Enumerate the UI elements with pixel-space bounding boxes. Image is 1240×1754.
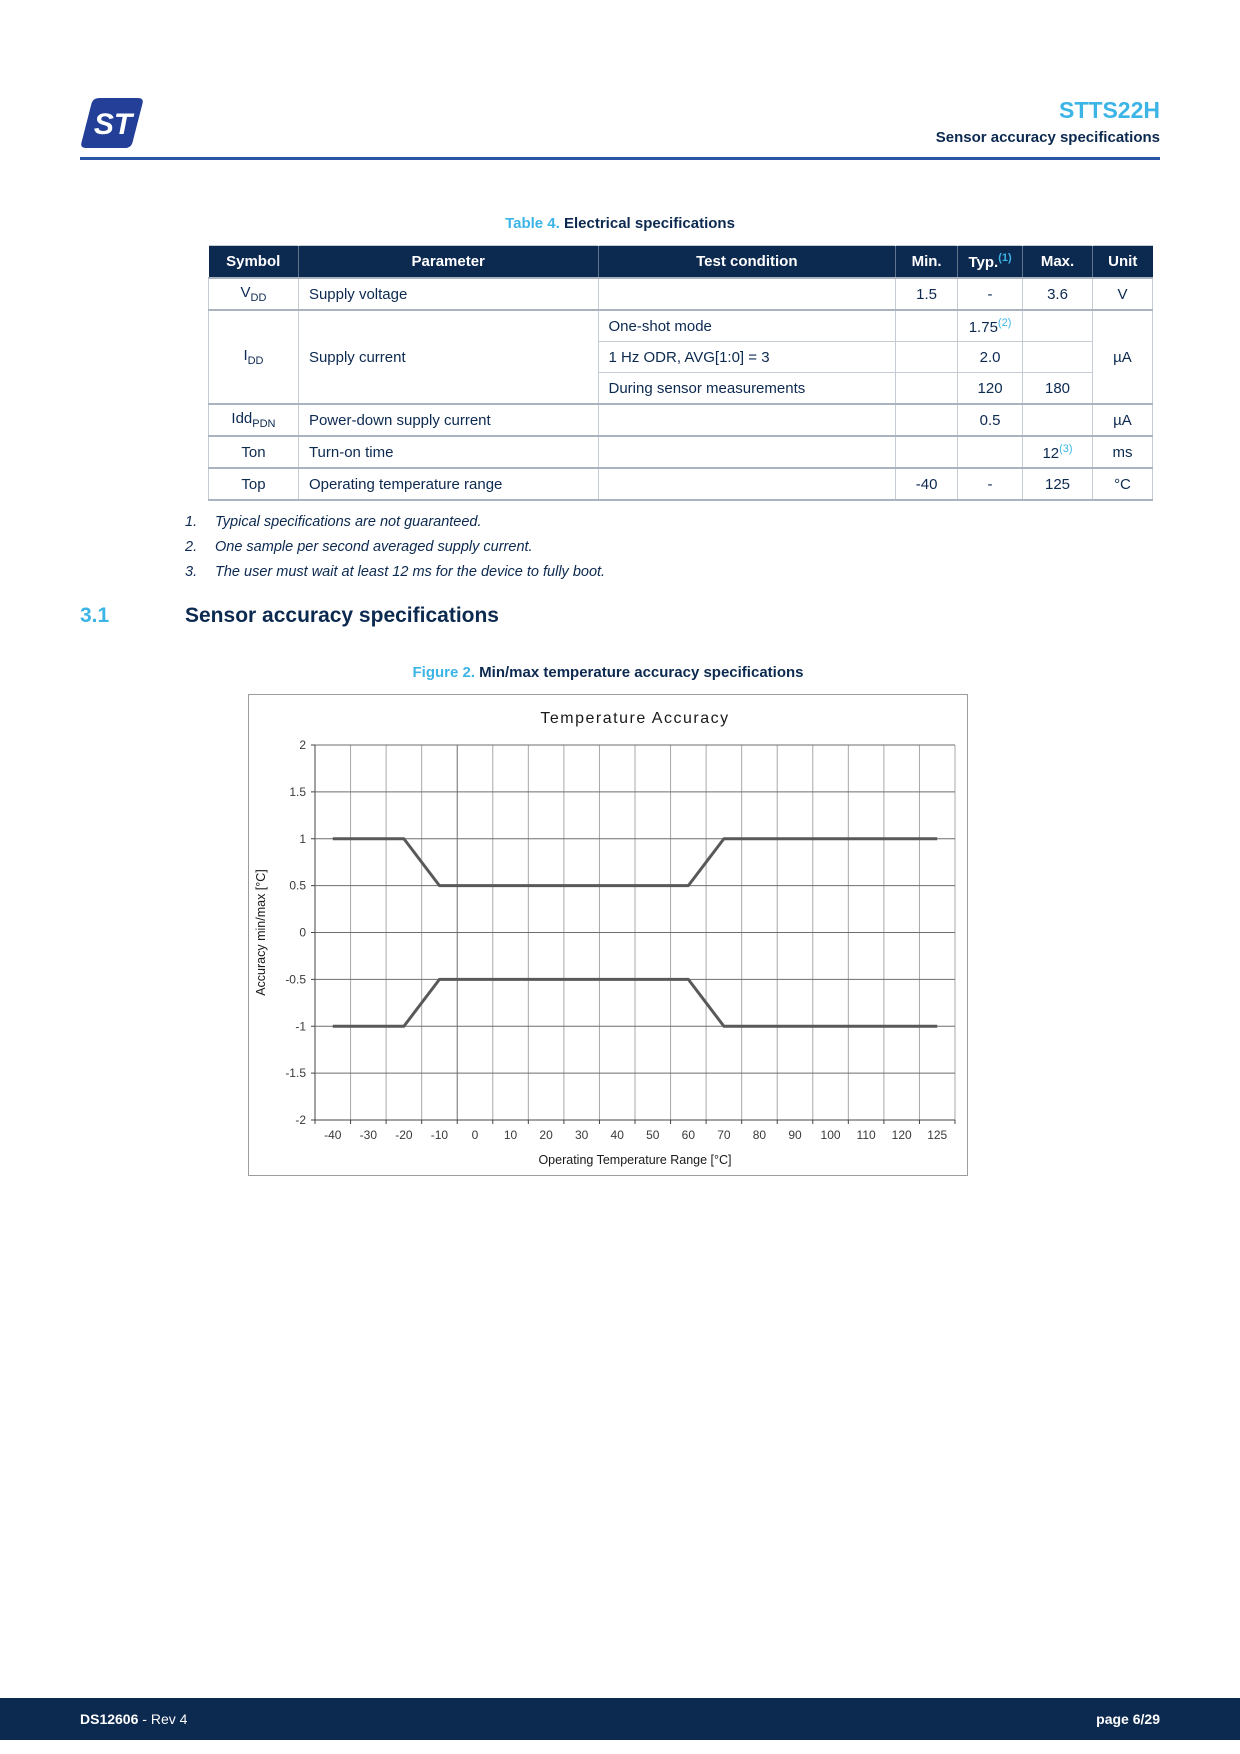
table-row-ton [209,436,1153,468]
figure-caption [248,664,968,681]
min-cell [896,310,958,342]
test-cell: During sensor measurements [598,373,896,405]
table-header-row [209,246,1153,279]
svg-text:1: 1 [299,831,306,846]
table-row-iddpdn [209,404,1153,436]
max-cell [1023,404,1093,436]
electrical-specifications-table [208,245,1153,501]
figure-caption-title: Min/max temperature accuracy specifications [475,664,804,681]
table-caption-number: Table 4. [505,215,560,232]
svg-text:Operating Temperature Range [°: Operating Temperature Range [°C] [538,1153,732,1167]
typ-cell: 2.0 [958,342,1023,373]
svg-text:20: 20 [539,1128,553,1142]
symbol-cell: Ton [209,436,299,468]
min-cell [896,342,958,373]
test-cell: One-shot mode [598,310,896,342]
typ-cell: 120 [958,373,1023,405]
svg-text:2: 2 [299,738,306,752]
col-max: Max. [1023,246,1093,279]
unit-cell: µA [1092,310,1152,404]
symbol-cell: $I_{DD}$ [209,310,299,404]
parameter-cell: Turn-on time [298,436,598,468]
col-min: Min. [896,246,958,279]
col-symbol: Symbol [209,246,299,279]
parameter-cell: Supply voltage [298,278,598,310]
unit-cell: °C [1092,468,1152,500]
svg-text:Accuracy min/max [°C]: Accuracy min/max [°C] [254,869,268,996]
page-header [80,0,1160,148]
col-unit: Unit [1092,246,1152,279]
svg-text:0: 0 [471,1128,479,1142]
table-row-idd-1 [209,310,1153,342]
test-cell [598,436,896,468]
figure-frame [248,694,968,1176]
max-cell [1023,342,1093,373]
accuracy-chart [249,695,967,1175]
svg-text:60: 60 [681,1128,696,1142]
min-cell [896,404,958,436]
footnote-1: 1. Typical specifications are not guaranteed. [185,514,482,530]
col-test-condition: Test condition [598,246,896,279]
min-cell [896,373,958,405]
svg-text:-1.5: -1.5 [285,1066,306,1081]
col-typ: Typ.$^{(1)}$ [958,246,1023,279]
table-caption [80,215,1160,232]
table-caption-title: Electrical specifications [559,215,735,232]
typ-cell: 0.5 [958,404,1023,436]
svg-text:-30: -30 [359,1128,378,1142]
svg-text:-0.5: -0.5 [285,972,306,987]
header-subtitle: Sensor accuracy specifications [935,129,1160,147]
max-cell: 125 [1023,468,1093,500]
footnote-ref-1: (1) [998,252,1012,264]
svg-text:1.5: 1.5 [289,784,306,799]
svg-text:40: 40 [610,1128,624,1142]
footnote-ref-2: (2) [997,316,1012,329]
typ-cell: - [958,468,1023,500]
header-divider [80,157,1160,160]
page-footer [0,1698,1240,1740]
section-heading [80,604,1160,634]
svg-text:Temperature Accuracy: Temperature Accuracy [540,710,730,727]
table-row-top [209,468,1153,500]
section-title: Sensor accuracy specifications [185,604,499,627]
footnote-ref-3: (3) [1059,442,1073,455]
symbol-cell: Top [209,468,299,500]
parameter-cell: Operating temperature range [298,468,598,500]
product-title: STTS22H [1059,97,1160,123]
test-cell: 1 Hz ODR, AVG[1:0] = 3 [598,342,896,373]
unit-cell: µA [1092,404,1152,436]
svg-text:120: 120 [891,1128,912,1142]
svg-text:-10: -10 [430,1128,449,1142]
max-cell: 180 [1023,373,1093,405]
figure-2 [248,664,968,1176]
svg-text:ST: ST [93,108,133,141]
max-cell: 12$^{(3)}$ [1023,436,1093,468]
svg-text:-2: -2 [295,1113,306,1127]
symbol-cell: $V_{DD}$ [209,278,299,310]
min-cell [896,436,958,468]
svg-text:0: 0 [299,925,306,940]
symbol-cell: Idd$_{PDN}$ [209,404,299,436]
parameter-cell: Power-down supply current [298,404,598,436]
max-cell: 3.6 [1023,278,1093,310]
test-cell [598,404,896,436]
test-cell [598,468,896,500]
svg-text:70: 70 [717,1128,731,1142]
svg-text:110: 110 [856,1128,876,1142]
svg-text:80: 80 [752,1128,767,1142]
typ-cell: - [958,278,1023,310]
svg-text:0.5: 0.5 [289,878,306,893]
unit-cell: ms [1092,436,1152,468]
typ-cell: 1.75$^{(2)}$ [958,310,1023,342]
svg-text:10: 10 [503,1128,518,1142]
svg-text:90: 90 [788,1128,802,1142]
footnote-3: 3. The user must wait at least 12 ms for the device to fully boot. [185,564,606,580]
footnote-2: 2. One sample per second averaged supply current. [185,539,533,555]
section-number: 3.1 [80,604,110,627]
svg-text:100: 100 [820,1128,841,1142]
min-cell: 1.5 [896,278,958,310]
page-number: page 6/29 [1096,1711,1160,1727]
figure-caption-number: Figure 2. [412,664,476,681]
table-footnotes [185,514,1160,580]
svg-text:125: 125 [927,1128,948,1142]
max-cell [1023,310,1093,342]
unit-cell: V [1092,278,1152,310]
svg-text:50: 50 [646,1128,660,1142]
typ-cell [958,436,1023,468]
min-cell: -40 [896,468,958,500]
col-parameter: Parameter [298,246,598,279]
svg-text:30: 30 [574,1128,589,1142]
svg-text:-40: -40 [324,1128,342,1142]
table-row-vdd [209,278,1153,310]
document-reference: DS12606 - Rev 4 [80,1711,188,1727]
test-cell [598,278,896,310]
svg-text:-20: -20 [395,1128,413,1142]
parameter-cell: Supply current [298,310,598,404]
svg-text:-1: -1 [295,1019,306,1034]
st-logo [80,98,144,148]
